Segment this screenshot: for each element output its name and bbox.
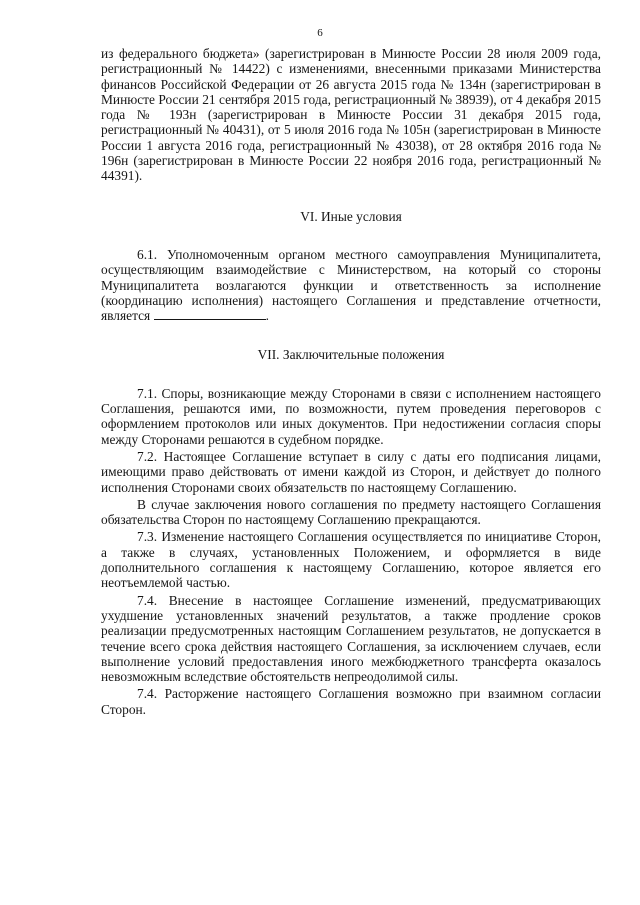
intro-paragraph: из федерального бюджета» (зарегистрирован в Минюсте России 28 июля 2009 года, регистрационный № 14422) с изменениями, внесенными приказами Министерства финансов Российской Федерации от 26 августа 2015 года № 134н (зарегистрирован в Минюсте России 21 сентября 2015 года, регистрационный № 38939), от 4 декабря 2015 года № 193н (зарегистрирован в Минюсте России 31 декабря 2015 года, регистрационный № 40431), от 5 июля 2016 года № 105н (зарегистрирован в Минюсте России 1 августа 2016 года, регистрационный № 43038), от 28 октября 2016 года № 196н (зарегистрирован в Минюсте России 22 ноября 2016 года, регистрационный № 44391). [101,46,601,184]
document-body [101,46,601,717]
blank-line [154,308,266,320]
clause-6-1-end: . [265,308,269,324]
clause-7-3: 7.3. Изменение настоящего Соглашения осуществляется по инициативе Сторон, а также в случаях, установленных Положением, и оформляется в виде дополнительного соглашения к настоящему Соглашению, которое является его неотъемлемой частью. [101,529,601,591]
section-6-heading: VI. Иные условия [300,208,402,224]
clause-7-4-termination: 7.4. Расторжение настоящего Соглашения возможно при взаимном согласии Сторон. [101,686,601,717]
clause-7-2: 7.2. Настоящее Соглашение вступает в силу с даты его подписания лицами, имеющими право действовать от имени каждой из Сторон, и действует до полного исполнения Сторонами своих обязательств по настоящему Соглашению. [101,448,601,495]
page-number: 6 [317,27,323,39]
clause-7-4-amendments: 7.4. Внесение в настоящее Соглашение изменений, предусматривающих ухудшение установленных значений результатов, а также продление сроков реализации предусмотренных настоящим Соглашением результатов, не допускается в течение всего срока действия настоящего Соглашения, за исключением случаев, если выполнение условий предоставления иного межбюджетного трансферта оказалось невозможным вследствие обстоятельств непреодолимой силы. [101,592,601,685]
clause-6-1-text: 6.1. Уполномоченным органом местного самоуправления Муниципалитета, осуществляющим взаимодействие с Министерством, на который со стороны Муниципалитета возлагаются функции и ответственность за исполнение (координацию исполнения) настоящего Соглашения и представление отчетности, является [101,246,601,324]
clause-7-2-continuation: В случае заключения нового соглашения по предмету настоящего Соглашения обязательства Сторон по настоящему Соглашению прекращаются. [101,496,601,528]
clause-6-1 [101,247,601,323]
section-7-heading: VII. Заключительные положения [257,347,445,363]
clause-7-1: 7.1. Споры, возникающие между Сторонами в связи с исполнением настоящего Соглашения, решаются ими, по возможности, путем проведения переговоров с оформлением протоколов или иных документов. При недостижении согласия споры между Сторонами решаются в судебном порядке. [101,385,601,447]
